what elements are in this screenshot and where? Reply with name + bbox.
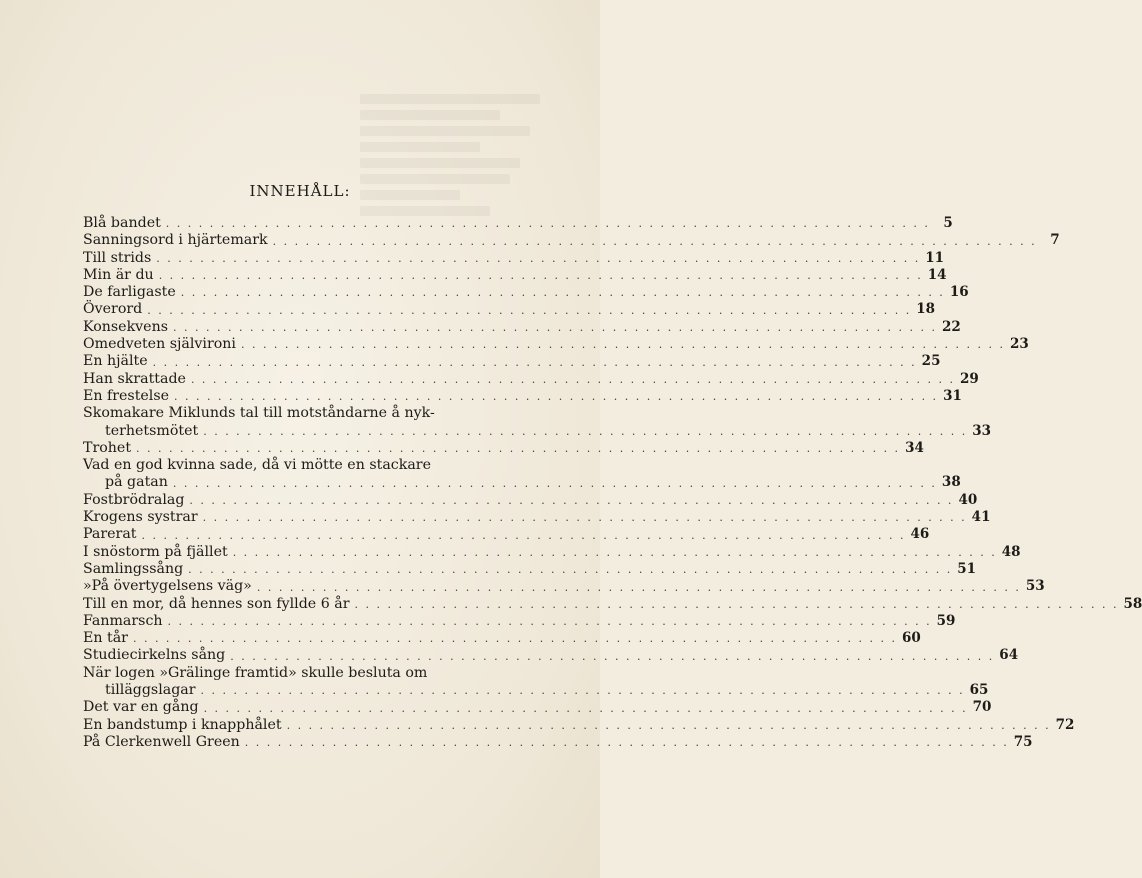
dot-leader: . . . . . . . . . . . . . . . . . . . . . . . . . . . . . . . . . . . . . . . . . . . . . . . . . . . . . . . . . . . . . . . . . . . . . . — [230, 649, 995, 663]
toc-entry-title: Krogens systrar — [83, 509, 198, 526]
toc-entry — [83, 595, 1142, 613]
toc-entry-page: 59 — [936, 612, 956, 629]
toc-entry — [83, 387, 962, 405]
toc-entry — [83, 509, 991, 526]
dot-leader: . . . . . . . . . . . . . . . . . . . . . . . . . . . . . . . . . . . . . . . . . . . . . . . . . . . . . . . . . . . . . . . . . . . . . . — [147, 303, 912, 317]
toc-entry-page: 48 — [1001, 543, 1021, 560]
toc-entry-title: Blå bandet — [83, 215, 161, 231]
dot-leader: . . . . . . . . . . . . . . . . . . . . . . . . . . . . . . . . . . . . . . . . . . . . . . . . . . . . . . . . . . . . . . . . . . . . . . — [152, 355, 917, 369]
toc-entry-title: I snöstorm på fjället — [83, 543, 228, 560]
toc-entry-page: 23 — [1009, 336, 1029, 353]
dot-leader: . . . . . . . . . . . . . . . . . . . . . . . . . . . . . . . . . . . . . . . . . . . . . . . . . . . . . . . . . . . . . . . . . . . . . . — [203, 424, 968, 438]
toc-entry-title: Fostbrödralag — [83, 491, 185, 508]
toc-entry-page: 18 — [916, 301, 936, 318]
toc-entry-page: 29 — [959, 370, 979, 387]
toc-entry-page: 70 — [972, 699, 992, 716]
toc-entry-page: 25 — [921, 353, 941, 370]
dot-leader: . . . . . . . . . . . . . . . . . . . . . . . . . . . . . . . . . . . . . . . . . . . . . . . . . . . . . . . . . . . . . . . . . . . . . . — [244, 736, 1009, 750]
dot-leader: . . . . . . . . . . . . . . . . . . . . . . . . . . . . . . . . . . . . . . . . . . . . . . . . . . . . . . . . . . . . . . . . . . . . . . — [203, 701, 968, 715]
toc-entry-title: »På övertygelsens väg» — [83, 578, 252, 595]
toc-entry-title-line1: När logen »Grälinge framtid» skulle besluta om — [83, 664, 428, 681]
toc-entry-page: 41 — [971, 509, 991, 526]
toc-entry-title-line1: Vad en god kvinna sade, då vi mötte en stackare — [83, 457, 431, 474]
dot-leader: . . . . . . . . . . . . . . . . . . . . . . . . . . . . . . . . . . . . . . . . . . . . . . . . . . . . . . . . . . . . . . . . . . . . . . — [190, 372, 955, 386]
toc-entry-page: 40 — [958, 491, 978, 508]
dot-leader: . . . . . . . . . . . . . . . . . . . . . . . . . . . . . . . . . . . . . . . . . . . . . . . . . . . . . . . . . . . . . . . . . . . . . . — [200, 684, 965, 698]
toc-entry — [83, 215, 953, 232]
toc-entry-title-line2: tilläggslagar — [105, 682, 196, 699]
toc-entry — [83, 266, 947, 284]
dot-leader: . . . . . . . . . . . . . . . . . . . . . . . . . . . . . . . . . . . . . . . . . . . . . . . . . . . . . . . . . . . . . . . . . . . . . . — [172, 476, 937, 490]
toc-entry — [83, 353, 941, 370]
dot-leader: . . . . . . . . . . . . . . . . . . . . . . . . . . . . . . . . . . . . . . . . . . . . . . . . . . . . . . . . . . . . . . . . . . . . . . — [256, 580, 1021, 594]
toc-entry-page: 60 — [901, 630, 921, 647]
toc-entry — [83, 301, 936, 318]
dot-leader: . . . . . . . . . . . . . . . . . . . . . . . . . . . . . . . . . . . . . . . . . . . . . . . . . . . . . . . . . . . . . . . . . . . . . . — [132, 632, 897, 646]
toc-entry-title: Sanningsord i hjärtemark — [83, 232, 268, 249]
table-of-contents — [83, 215, 1142, 751]
toc-entry — [83, 560, 976, 578]
toc-entry — [83, 491, 978, 509]
toc-entry-page: 14 — [927, 266, 947, 283]
toc-entry-title: Omedveten självironi — [83, 336, 236, 353]
dot-leader: . . . . . . . . . . . . . . . . . . . . . . . . . . . . . . . . . . . . . . . . . . . . . . . . . . . . . . . . . . . . . . . . . . . . . . — [158, 269, 923, 283]
toc-entry-title: Konsekvens — [83, 318, 168, 335]
toc-entry-page: 58 — [1123, 595, 1142, 612]
toc-entry-page: 31 — [943, 387, 962, 404]
toc-entry-page: 65 — [969, 682, 989, 699]
toc-entry-title-line1: Skomakare Miklunds tal till motståndarne å nyk- — [83, 405, 435, 422]
dot-leader: . . . . . . . . . . . . . . . . . . . . . . . . . . . . . . . . . . . . . . . . . . . . . . . . . . . . . . . . . . . . . . . . . . . . . . — [167, 615, 932, 629]
toc-entry — [83, 733, 1033, 751]
toc-entry-title-line2: terhetsmötet — [105, 422, 199, 439]
dot-leader: . . . . . . . . . . . . . . . . . . . . . . . . . . . . . . . . . . . . . . . . . . . . . . . . . . . . . . . . . . . . . . . . . . . . . . — [272, 234, 1037, 248]
toc-entry — [83, 578, 1045, 595]
toc-entry-page: 53 — [1025, 578, 1045, 595]
toc-entry — [83, 716, 1075, 734]
toc-entry-title: Överord — [83, 301, 143, 318]
toc-entry-title: Samlingssång — [83, 560, 184, 577]
toc-entry — [83, 405, 992, 440]
toc-entry-page: 5 — [943, 215, 953, 231]
toc-entry-page: 33 — [972, 422, 992, 439]
toc-entry-page: 64 — [999, 647, 1019, 664]
dot-leader: . . . . . . . . . . . . . . . . . . . . . . . . . . . . . . . . . . . . . . . . . . . . . . . . . . . . . . . . . . . . . . . . . . . . . . — [165, 217, 930, 231]
toc-entry-page: 46 — [910, 526, 930, 543]
dot-leader: . . . . . . . . . . . . . . . . . . . . . . . . . . . . . . . . . . . . . . . . . . . . . . . . . . . . . . . . . . . . . . . . . . . . . . — [141, 528, 906, 542]
toc-entry — [83, 664, 989, 700]
toc-entry-title: Min är du — [83, 266, 154, 283]
toc-entry-page: 34 — [905, 439, 924, 456]
toc-entry — [83, 249, 945, 267]
toc-entry-title: Trohet — [83, 439, 132, 456]
dot-leader: . . . . . . . . . . . . . . . . . . . . . . . . . . . . . . . . . . . . . . . . . . . . . . . . . . . . . . . . . . . . . . . . . . . . . . — [136, 442, 901, 456]
dot-leader: . . . . . . . . . . . . . . . . . . . . . . . . . . . . . . . . . . . . . . . . . . . . . . . . . . . . . . . . . . . . . . . . . . . . . . — [188, 563, 953, 577]
toc-entry — [83, 232, 1060, 249]
toc-entry-page: 16 — [949, 284, 969, 301]
toc-entry — [83, 284, 969, 301]
toc-entry-page: 75 — [1013, 733, 1033, 750]
toc-entry-title: En hjälte — [83, 353, 148, 370]
toc-entry — [83, 526, 930, 543]
toc-entry — [83, 336, 1029, 353]
toc-entry-title: Parerat — [83, 526, 137, 543]
toc-entry-title: Till strids — [83, 249, 152, 266]
toc-entry-page: 22 — [942, 318, 961, 335]
toc-entry-title: En tår — [83, 630, 128, 647]
toc-entry-title: En frestelse — [83, 387, 170, 404]
toc-entry-title-line2: på gatan — [105, 474, 168, 491]
toc-entry-title: Fanmarsch — [83, 612, 163, 629]
toc-entry — [83, 630, 921, 647]
dot-leader: . . . . . . . . . . . . . . . . . . . . . . . . . . . . . . . . . . . . . . . . . . . . . . . . . . . . . . . . . . . . . . . . . . . . . . — [240, 338, 1005, 352]
dot-leader: . . . . . . . . . . . . . . . . . . . . . . . . . . . . . . . . . . . . . . . . . . . . . . . . . . . . . . . . . . . . . . . . . . . . . . — [173, 321, 938, 335]
toc-entry-page: 11 — [925, 249, 945, 266]
dot-leader: . . . . . . . . . . . . . . . . . . . . . . . . . . . . . . . . . . . . . . . . . . . . . . . . . . . . . . . . . . . . . . . . . . . . . . — [180, 286, 945, 300]
toc-entry-page: 51 — [957, 560, 976, 577]
toc-entry-page: 7 — [1050, 232, 1060, 249]
toc-entry — [83, 699, 992, 716]
dot-leader: . . . . . . . . . . . . . . . . . . . . . . . . . . . . . . . . . . . . . . . . . . . . . . . . . . . . . . . . . . . . . . . . . . . . . . — [286, 718, 1051, 732]
toc-entry-page: 72 — [1055, 716, 1075, 733]
toc-entry — [83, 439, 924, 457]
toc-entry-title: En bandstump i knapphålet — [83, 716, 282, 733]
toc-entry-title: Studiecirkelns sång — [83, 647, 226, 664]
dot-leader: . . . . . . . . . . . . . . . . . . . . . . . . . . . . . . . . . . . . . . . . . . . . . . . . . . . . . . . . . . . . . . . . . . . . . . — [354, 597, 1119, 611]
toc-entry — [83, 612, 956, 630]
toc-entry — [83, 370, 979, 388]
toc-entry-title: Det var en gång — [83, 699, 199, 716]
dot-leader: . . . . . . . . . . . . . . . . . . . . . . . . . . . . . . . . . . . . . . . . . . . . . . . . . . . . . . . . . . . . . . . . . . . . . . — [156, 251, 921, 265]
toc-entry — [83, 543, 1021, 561]
toc-entry — [83, 647, 1019, 664]
toc-entry-title: De farligaste — [83, 284, 176, 301]
toc-entry — [83, 318, 961, 336]
toc-entry-page: 38 — [941, 474, 961, 491]
toc-entry-title: På Clerkenwell Green — [83, 733, 240, 750]
page-title: INNEHÅLL: — [249, 182, 351, 200]
toc-entry — [83, 457, 961, 492]
dot-leader: . . . . . . . . . . . . . . . . . . . . . . . . . . . . . . . . . . . . . . . . . . . . . . . . . . . . . . . . . . . . . . . . . . . . . . — [202, 511, 967, 525]
dot-leader: . . . . . . . . . . . . . . . . . . . . . . . . . . . . . . . . . . . . . . . . . . . . . . . . . . . . . . . . . . . . . . . . . . . . . . — [189, 494, 954, 508]
dot-leader: . . . . . . . . . . . . . . . . . . . . . . . . . . . . . . . . . . . . . . . . . . . . . . . . . . . . . . . . . . . . . . . . . . . . . . — [174, 390, 939, 404]
dot-leader: . . . . . . . . . . . . . . . . . . . . . . . . . . . . . . . . . . . . . . . . . . . . . . . . . . . . . . . . . . . . . . . . . . . . . . — [232, 545, 997, 559]
toc-entry-title: Till en mor, då hennes son fyllde 6 år — [83, 595, 350, 612]
toc-entry-title: Han skrattade — [83, 370, 186, 387]
